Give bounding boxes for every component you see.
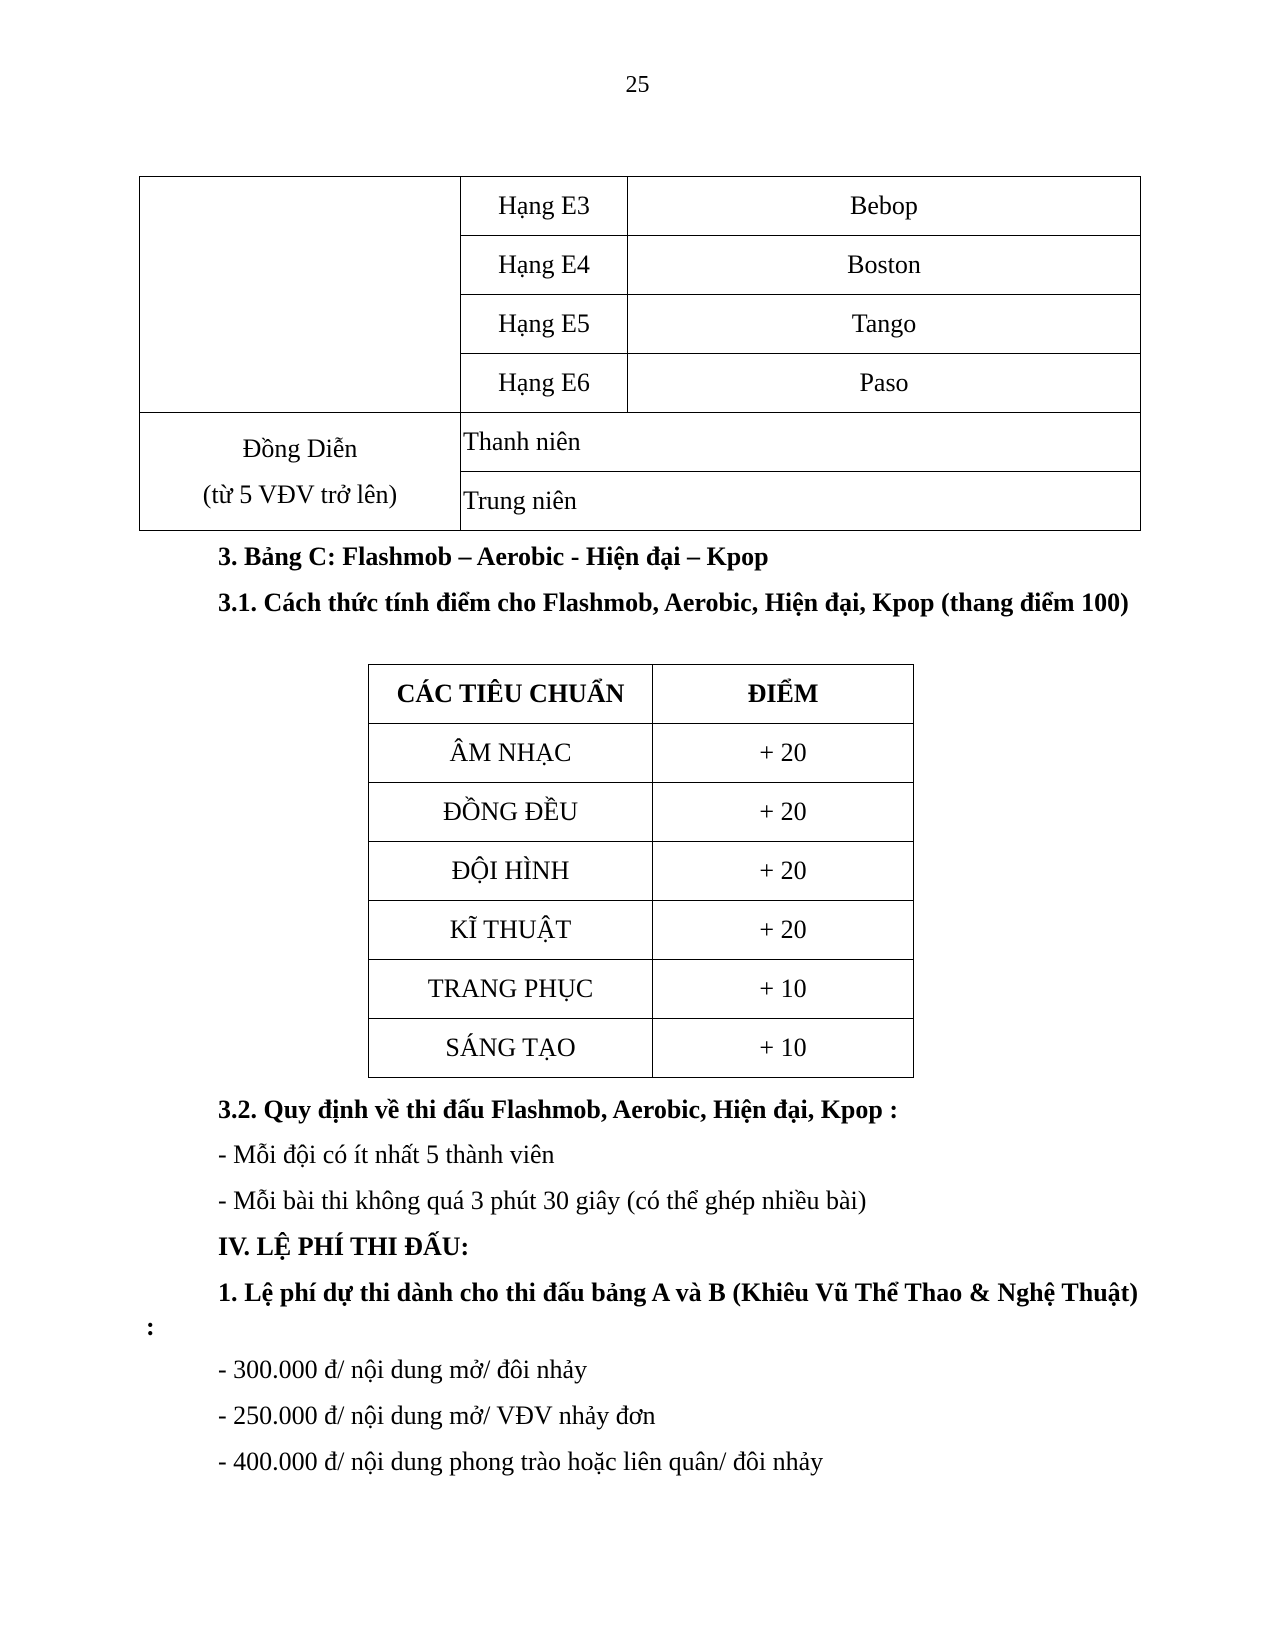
table-row (140, 177, 1141, 236)
criterion-cell: SÁNG TẠO (369, 1019, 653, 1078)
section-iv-1-heading: 1. Lệ phí dự thi dành cho thi đấu bảng A và B (Khiêu Vũ Thể Thao & Nghệ Thuật) : (146, 1278, 1138, 1341)
fee-item: - 400.000 đ/ nội dung phong trào hoặc liên quân/ đôi nhảy (218, 1447, 824, 1476)
table-row (140, 413, 1141, 472)
dance-cell: Tango (628, 295, 1141, 354)
section-3-2-heading: 3.2. Quy định về thi đấu Flashmob, Aerobic, Hiện đại, Kpop : (218, 1095, 898, 1124)
criterion-cell: ĐỒNG ĐỀU (369, 783, 653, 842)
rank-cell: Hạng E5 (461, 295, 628, 354)
points-cell: + 10 (653, 1019, 914, 1078)
points-cell: + 20 (653, 783, 914, 842)
header-criteria: CÁC TIÊU CHUẨN (369, 665, 653, 724)
list-item: - Mỗi đội có ít nhất 5 thành viên (218, 1140, 555, 1169)
dance-category-table (139, 176, 1141, 531)
table-header-row (369, 665, 914, 724)
dance-cell: Bebop (628, 177, 1141, 236)
section-3-1-heading: 3.1. Cách thức tính điểm cho Flashmob, Aerobic, Hiện đại, Kpop (thang điểm 100) (218, 588, 1129, 617)
points-cell: + 20 (653, 842, 914, 901)
dance-cell: Boston (628, 236, 1141, 295)
points-cell: + 10 (653, 960, 914, 1019)
header-points: ĐIỂM (653, 665, 914, 724)
section-3-heading: 3. Bảng C: Flashmob – Aerobic - Hiện đại – Kpop (218, 542, 769, 571)
table-row (369, 901, 914, 960)
list-item: - Mỗi bài thi không quá 3 phút 30 giây (có thể ghép nhiều bài) (218, 1186, 867, 1215)
group-title: Đồng Diễn (242, 433, 358, 463)
points-cell: + 20 (653, 901, 914, 960)
score-table (368, 664, 914, 1078)
merged-empty-cell (140, 177, 461, 413)
criterion-cell: TRANG PHỤC (369, 960, 653, 1019)
dance-cell: Paso (628, 354, 1141, 413)
criterion-cell: KĨ THUẬT (369, 901, 653, 960)
table-row (369, 1019, 914, 1078)
page-number: 25 (625, 72, 650, 98)
fee-item: - 250.000 đ/ nội dung mở/ VĐV nhảy đơn (218, 1401, 656, 1430)
rank-cell: Hạng E3 (461, 177, 628, 236)
points-cell: + 20 (653, 724, 914, 783)
table-row (369, 724, 914, 783)
criterion-cell: ÂM NHẠC (369, 724, 653, 783)
fee-item: - 300.000 đ/ nội dung mở/ đôi nhảy (218, 1355, 588, 1384)
age-cell: Thanh niên (461, 413, 1141, 472)
section-iv-heading: IV. LỆ PHÍ THI ĐẤU: (218, 1232, 470, 1261)
age-cell: Trung niên (461, 472, 1141, 531)
table-row (369, 960, 914, 1019)
group-cell (140, 413, 461, 531)
table-row (369, 842, 914, 901)
table-row (369, 783, 914, 842)
group-subtitle: (từ 5 VĐV trở lên) (202, 479, 398, 509)
rank-cell: Hạng E6 (461, 354, 628, 413)
rank-cell: Hạng E4 (461, 236, 628, 295)
criterion-cell: ĐỘI HÌNH (369, 842, 653, 901)
